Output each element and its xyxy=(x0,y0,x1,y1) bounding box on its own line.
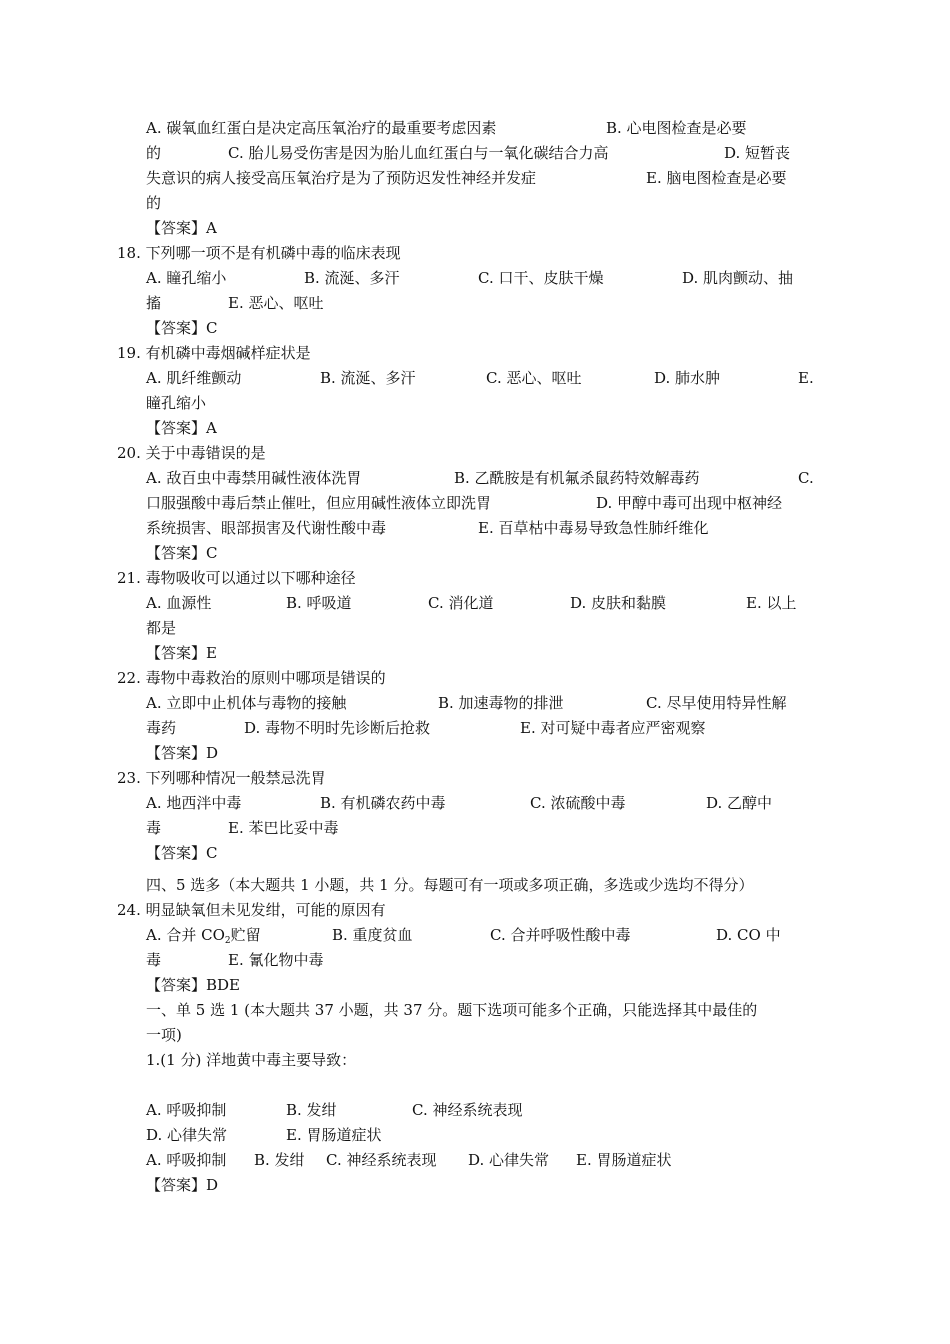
q21-option-c: C. 消化道 xyxy=(428,594,494,612)
q23-option-d-cont: 毒 xyxy=(146,819,162,837)
q21-option-a: A. 血源性 xyxy=(146,594,212,612)
q1-option-a-repeat: A. 呼吸抑制 xyxy=(146,1151,227,1169)
q18-answer: 【答案】C xyxy=(146,319,218,337)
q23-option-c: C. 浓硫酸中毒 xyxy=(530,794,626,812)
q20-option-d: D. 甲醇中毒可出现中枢神经 xyxy=(596,494,783,512)
q20-option-b: B. 乙酰胺是有机氟杀鼠药特效解毒药 xyxy=(454,469,700,487)
q21-stem: 21. 毒物吸收可以通过以下哪种途径 xyxy=(117,569,356,587)
q17-option-c: C. 胎儿易受伤害是因为胎儿血红蛋白与一氧化碳结合力高 xyxy=(228,144,609,162)
q18-option-e: E. 恶心、呕吐 xyxy=(228,294,324,312)
q17-option-b-cont: 的 xyxy=(146,144,162,162)
q18-option-a: A. 瞳孔缩小 xyxy=(146,269,227,287)
q23-stem: 23. 下列哪种情况一般禁忌洗胃 xyxy=(117,769,326,787)
q20-option-e: E. 百草枯中毒易导致急性肺纤维化 xyxy=(478,519,709,537)
q23-option-b: B. 有机磷农药中毒 xyxy=(320,794,446,812)
q18-stem: 18. 下列哪一项不是有机磷中毒的临床表现 xyxy=(117,244,401,262)
q18-option-d-cont: 搐 xyxy=(146,294,162,312)
q19-option-e: E. xyxy=(798,369,814,387)
q1-option-c-repeat: C. 神经系统表现 xyxy=(326,1151,437,1169)
q19-stem: 19. 有机磷中毒烟碱样症状是 xyxy=(117,344,311,362)
q21-option-d: D. 皮肤和黏膜 xyxy=(570,594,667,612)
section-1-heading-cont: 一项) xyxy=(146,1026,182,1044)
q20-option-c: C. xyxy=(798,469,814,487)
q19-option-b: B. 流涎、多汗 xyxy=(320,369,416,387)
q24-stem: 24. 明显缺氧但未见发绀，可能的原因有 xyxy=(117,901,386,919)
q1-option-e-repeat: E. 胃肠道症状 xyxy=(576,1151,672,1169)
q21-option-b: B. 呼吸道 xyxy=(286,594,352,612)
q24-option-c: C. 合并呼吸性酸中毒 xyxy=(490,926,631,944)
q20-answer: 【答案】C xyxy=(146,544,218,562)
section-1-heading: 一、单 5 选 1 (本大题共 37 小题，共 37 分。题下选项可能多个正确，只能选择其中最佳的 xyxy=(146,1001,758,1019)
q1-option-a: A. 呼吸抑制 xyxy=(146,1101,227,1119)
q18-option-c: C. 口干、皮肤干燥 xyxy=(478,269,604,287)
q22-option-c-cont: 毒药 xyxy=(146,719,177,737)
q18-option-d: D. 肌肉颤动、抽 xyxy=(682,269,794,287)
q24-option-b: B. 重度贫血 xyxy=(332,926,413,944)
q22-option-d: D. 毒物不明时先诊断后抢救 xyxy=(244,719,431,737)
q17-option-d: D. 短暂丧 xyxy=(724,144,791,162)
q20-stem: 20. 关于中毒错误的是 xyxy=(117,444,266,462)
q22-option-c: C. 尽早使用特异性解 xyxy=(646,694,787,712)
q17-option-e-cont: 的 xyxy=(146,194,162,212)
q24-option-a: A. 合并 $CO_2$贮留 xyxy=(146,926,261,946)
q21-answer: 【答案】E xyxy=(146,644,217,662)
q24-option-d: D. CO 中 xyxy=(716,926,781,944)
q17-option-b: B. 心电图检查是必要 xyxy=(606,119,747,137)
q22-option-a: A. 立即中止机体与毒物的接触 xyxy=(146,694,347,712)
q22-stem: 22. 毒物中毒救治的原则中哪项是错误的 xyxy=(117,669,386,687)
q22-option-e: E. 对可疑中毒者应严密观察 xyxy=(520,719,706,737)
q21-option-e: E. 以上 xyxy=(746,594,797,612)
q19-option-e-cont: 瞳孔缩小 xyxy=(146,394,207,412)
q23-option-a: A. 地西泮中毒 xyxy=(146,794,242,812)
q20-option-c-cont: 口服强酸中毒后禁止催吐，但应用碱性液体立即洗胃 xyxy=(146,494,492,512)
q17-option-e: E. 脑电图检查是必要 xyxy=(646,169,787,187)
q24-option-e: E. 氰化物中毒 xyxy=(228,951,324,969)
q1-option-b: B. 发绀 xyxy=(286,1101,337,1119)
q22-option-b: B. 加速毒物的排泄 xyxy=(438,694,564,712)
q19-answer: 【答案】A xyxy=(146,419,217,437)
q1-option-b-repeat: B. 发绀 xyxy=(254,1151,305,1169)
section-4-heading: 四、5 选多（本大题共 1 小题，共 1 分。每题可有一项或多项正确，多选或少选均不得分） xyxy=(146,876,754,894)
q1-option-c: C. 神经系统表现 xyxy=(412,1101,523,1119)
q24-answer: 【答案】BDE xyxy=(146,976,240,994)
q23-answer: 【答案】C xyxy=(146,844,218,862)
q19-option-d: D. 肺水肿 xyxy=(654,369,721,387)
q21-option-e-cont: 都是 xyxy=(146,619,177,637)
q20-option-a: A. 敌百虫中毒禁用碱性液体洗胃 xyxy=(146,469,362,487)
q1-option-d-repeat: D. 心律失常 xyxy=(468,1151,550,1169)
q24-option-d-cont: 毒 xyxy=(146,951,162,969)
q22-answer: 【答案】D xyxy=(146,744,219,762)
q17-option-d-cont: 失意识的病人接受高压氧治疗是为了预防迟发性神经并发症 xyxy=(146,169,537,187)
q17-option-a: A. 碳氧血红蛋白是决定高压氧治疗的最重要考虑因素 xyxy=(146,119,497,137)
q20-option-d-cont: 系统损害、眼部损害及代谢性酸中毒 xyxy=(146,519,387,537)
q1-option-d: D. 心律失常 xyxy=(146,1126,228,1144)
q19-option-c: C. 恶心、呕吐 xyxy=(486,369,582,387)
q17-answer: 【答案】A xyxy=(146,219,217,237)
q23-option-d: D. 乙醇中 xyxy=(706,794,773,812)
q18-option-b: B. 流涎、多汗 xyxy=(304,269,400,287)
q19-option-a: A. 肌纤维颤动 xyxy=(146,369,242,387)
q1-answer: 【答案】D xyxy=(146,1176,219,1194)
q23-option-e: E. 苯巴比妥中毒 xyxy=(228,819,339,837)
q1-option-e: E. 胃肠道症状 xyxy=(286,1126,382,1144)
q1-stem: 1.(1 分) 洋地黄中毒主要导致： xyxy=(146,1051,357,1069)
